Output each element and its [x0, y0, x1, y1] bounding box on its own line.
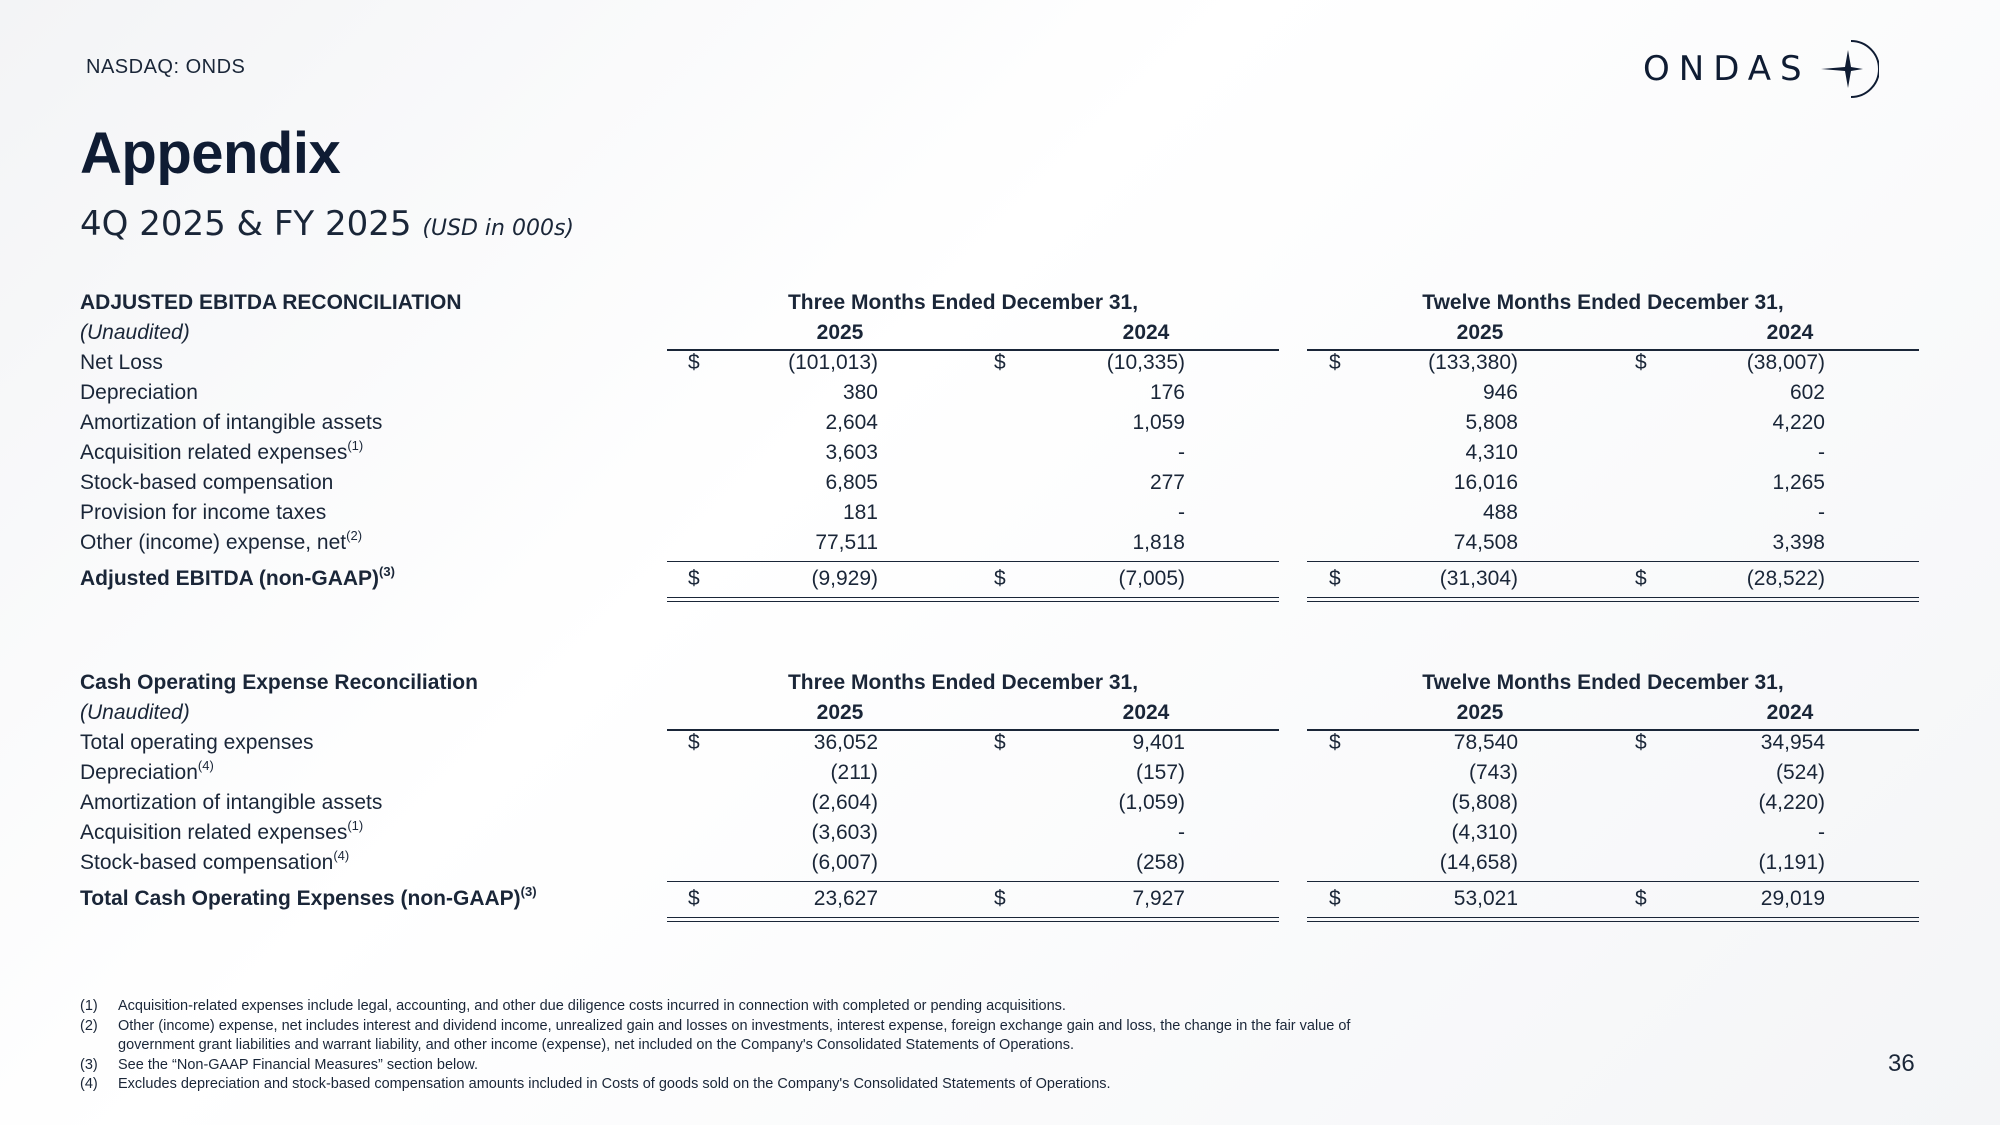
year-header: 2025	[1456, 701, 1504, 724]
cell-value: (524)	[1775, 761, 1825, 784]
footnote-item	[80, 1056, 1420, 1076]
total-value: (9,929)	[811, 567, 878, 590]
table-row	[80, 468, 1916, 498]
subtotal-line	[1307, 881, 1919, 882]
cell-value: 6,805	[825, 471, 878, 494]
footnote-number: (1)	[80, 998, 98, 1014]
cell-value: 4,310	[1465, 441, 1518, 464]
row-label	[80, 848, 349, 878]
row-label	[80, 348, 163, 378]
cell-value: -	[1818, 501, 1825, 524]
row-label-text: Depreciation	[80, 381, 198, 404]
logo-text: ONDAS	[1643, 49, 1811, 89]
cell-value: 78,540	[1453, 731, 1518, 754]
table-title: ADJUSTED EBITDA RECONCILIATION	[80, 291, 462, 314]
cell-value: 181	[842, 501, 878, 524]
table-row	[80, 848, 1916, 878]
cell-value: 9,401	[1132, 731, 1185, 754]
cell-value: 488	[1482, 501, 1518, 524]
cell-value: (743)	[1468, 761, 1518, 784]
cell-value: -	[1818, 441, 1825, 464]
row-label	[80, 438, 363, 468]
row-label-text: Adjusted EBITDA (non-GAAP)	[80, 567, 380, 590]
total-value: 23,627	[813, 887, 878, 910]
footnote-item	[80, 1075, 1420, 1095]
year-header: 2025	[816, 321, 864, 344]
cell-value: 380	[842, 381, 878, 404]
currency-symbol: $	[688, 731, 700, 754]
page-subtitle	[80, 204, 574, 244]
row-label-text: Provision for income taxes	[80, 501, 327, 524]
cell-value: -	[1818, 821, 1825, 844]
cash-opex-reconciliation-table	[80, 668, 1916, 914]
row-label-text: Stock-based compensation	[80, 471, 334, 494]
row-label-text: Total Cash Operating Expenses (non-GAAP)	[80, 887, 521, 910]
cell-value: (6,007)	[811, 851, 878, 874]
footnote-item	[80, 997, 1420, 1017]
cell-value: 1,265	[1772, 471, 1825, 494]
row-label-text: Amortization of intangible assets	[80, 411, 383, 434]
ticker-label: NASDAQ: ONDS	[86, 56, 246, 78]
table-row	[80, 408, 1916, 438]
cell-value: 36,052	[813, 731, 878, 754]
year-header: 2024	[1766, 701, 1814, 724]
footnote-number: (2)	[80, 1017, 98, 1034]
footnote-ref: (2)	[346, 528, 363, 543]
subtotal-line	[667, 561, 1279, 562]
total-row	[80, 884, 1916, 914]
table-row	[80, 528, 1916, 558]
currency-symbol: $	[1635, 351, 1647, 374]
row-label	[80, 758, 214, 788]
footnote-ref: (1)	[347, 438, 364, 453]
cell-value: (2,604)	[811, 791, 878, 814]
footnote-text: Other (income) expense, net includes interest and dividend income, unrealized gain and losses on investments, interest expense, foreign exchange gain and loss, the change in the fair value of government grant liabilities and warrant liability, and other income (expense), net included on the Company's Consolidated Statements of Operations.	[118, 1017, 1351, 1053]
total-value: 29,019	[1760, 887, 1825, 910]
cell-value: -	[1178, 501, 1185, 524]
cell-value: (3,603)	[811, 821, 878, 844]
total-label	[80, 564, 395, 594]
page-title: Appendix	[80, 121, 341, 186]
total-double-underline	[1307, 917, 1919, 922]
total-value: (28,522)	[1746, 567, 1825, 590]
row-label-text: Depreciation	[80, 761, 198, 784]
row-label	[80, 378, 198, 408]
total-value: 7,927	[1132, 887, 1185, 910]
currency-symbol: $	[688, 567, 700, 590]
footnote-text: Acquisition-related expenses include legal, accounting, and other due diligence costs incurred in connection with completed or pending acquisitions.	[118, 998, 1066, 1014]
row-label-text: Stock-based compensation	[80, 851, 334, 874]
cell-value: (1,191)	[1758, 851, 1825, 874]
row-label-text: Other (income) expense, net	[80, 531, 347, 554]
cell-value: (258)	[1135, 851, 1185, 874]
cell-value: 16,016	[1453, 471, 1518, 494]
footnote-text: See the “Non-GAAP Financial Measures” section below.	[118, 1056, 478, 1073]
table-row	[80, 818, 1916, 848]
footnote-ref: (1)	[347, 818, 364, 833]
row-label	[80, 818, 363, 848]
currency-symbol: $	[1329, 731, 1341, 754]
cell-value: 4,220	[1772, 411, 1825, 434]
currency-symbol: $	[688, 887, 700, 910]
currency-symbol: $	[1635, 567, 1647, 590]
currency-symbol: $	[1329, 887, 1341, 910]
year-header: 2024	[1766, 321, 1814, 344]
table-row	[80, 758, 1916, 788]
subtitle-units: (USD in 000s)	[422, 216, 575, 241]
cell-value: (5,808)	[1451, 791, 1518, 814]
cell-value: 946	[1482, 381, 1518, 404]
currency-symbol: $	[688, 351, 700, 374]
cell-value: 2,604	[825, 411, 878, 434]
year-row	[80, 698, 1916, 728]
cell-value: 602	[1789, 381, 1825, 404]
cell-value: 34,954	[1760, 731, 1825, 754]
currency-symbol: $	[1329, 351, 1341, 374]
cell-value: 3,603	[825, 441, 878, 464]
unaudited-label: (Unaudited)	[80, 321, 190, 344]
twelve-months-header: Twelve Months Ended December 31,	[1422, 291, 1784, 314]
company-logo	[1643, 38, 1879, 100]
cell-value: 74,508	[1453, 531, 1518, 554]
twelve-months-header: Twelve Months Ended December 31,	[1422, 671, 1784, 694]
currency-symbol: $	[1635, 887, 1647, 910]
total-label	[80, 884, 537, 914]
footnotes	[80, 997, 1420, 1095]
subtotal-line	[1307, 561, 1919, 562]
row-label-text: Net Loss	[80, 351, 163, 374]
page-number: 36	[1888, 1050, 1915, 1077]
total-double-underline	[667, 917, 1279, 922]
cell-value: (157)	[1135, 761, 1185, 784]
year-header: 2024	[1122, 701, 1170, 724]
row-label	[80, 528, 362, 558]
cell-value: 3,398	[1772, 531, 1825, 554]
total-double-underline	[1307, 597, 1919, 602]
currency-symbol: $	[1329, 567, 1341, 590]
table-title: Cash Operating Expense Reconciliation	[80, 671, 478, 694]
row-label-text: Acquisition related expenses	[80, 821, 348, 844]
cell-value: (10,335)	[1106, 351, 1185, 374]
cell-value: (4,310)	[1451, 821, 1518, 844]
row-label-text: Acquisition related expenses	[80, 441, 348, 464]
cell-value: 277	[1149, 471, 1185, 494]
footnote-text: Excludes depreciation and stock-based compensation amounts included in Costs of goods sold on the Company's Consolidated Statements of Operations.	[118, 1076, 1111, 1092]
footnote-number: (4)	[80, 1076, 98, 1092]
ebitda-reconciliation-table	[80, 288, 1916, 594]
table-row	[80, 498, 1916, 528]
three-months-header: Three Months Ended December 31,	[787, 291, 1139, 314]
year-header: 2024	[1122, 321, 1170, 344]
footnote-ref: (4)	[333, 848, 350, 863]
year-header: 2025	[1456, 321, 1504, 344]
total-double-underline	[667, 597, 1279, 602]
table-row	[80, 348, 1916, 378]
footnote-ref: (3)	[520, 884, 537, 899]
row-label	[80, 468, 333, 498]
table-row	[80, 438, 1916, 468]
total-value: (31,304)	[1439, 567, 1518, 590]
cell-value: (101,013)	[788, 351, 878, 374]
currency-symbol: $	[994, 351, 1006, 374]
cell-value: (14,658)	[1439, 851, 1518, 874]
row-label-text: Amortization of intangible assets	[80, 791, 383, 814]
year-row	[80, 318, 1916, 348]
footnote-ref: (4)	[197, 758, 214, 773]
cell-value: 5,808	[1465, 411, 1518, 434]
table-row	[80, 378, 1916, 408]
three-months-header: Three Months Ended December 31,	[787, 671, 1139, 694]
star-arc-icon	[1817, 38, 1879, 100]
total-value: (7,005)	[1118, 567, 1185, 590]
cell-value: (1,059)	[1118, 791, 1185, 814]
table-row	[80, 728, 1916, 758]
cell-value: (4,220)	[1758, 791, 1825, 814]
subtotal-line	[667, 881, 1279, 882]
row-label	[80, 788, 382, 818]
cell-value: (133,380)	[1428, 351, 1518, 374]
currency-symbol: $	[1635, 731, 1647, 754]
cell-value: (38,007)	[1746, 351, 1825, 374]
table-row	[80, 788, 1916, 818]
cell-value: 77,511	[815, 531, 878, 554]
header-row	[80, 288, 1916, 318]
currency-symbol: $	[994, 567, 1006, 590]
unaudited-label: (Unaudited)	[80, 701, 190, 724]
row-label-text: Total operating expenses	[80, 731, 314, 754]
cell-value: 1,818	[1132, 531, 1185, 554]
row-label	[80, 728, 314, 758]
header-row	[80, 668, 1916, 698]
currency-symbol: $	[994, 887, 1006, 910]
cell-value: -	[1178, 441, 1185, 464]
footnote-ref: (3)	[379, 564, 395, 579]
year-header: 2025	[816, 701, 864, 724]
cell-value: -	[1178, 821, 1185, 844]
total-row	[80, 564, 1916, 594]
footnote-number: (3)	[80, 1056, 98, 1073]
row-label	[80, 408, 382, 438]
total-value: 53,021	[1453, 887, 1518, 910]
footnote-item	[80, 1017, 1420, 1056]
cell-value: 176	[1149, 381, 1185, 404]
cell-value: 1,059	[1132, 411, 1185, 434]
subtitle-period: 4Q 2025 & FY 2025	[80, 204, 412, 244]
cell-value: (211)	[830, 761, 878, 784]
currency-symbol: $	[994, 731, 1006, 754]
row-label	[80, 498, 326, 528]
